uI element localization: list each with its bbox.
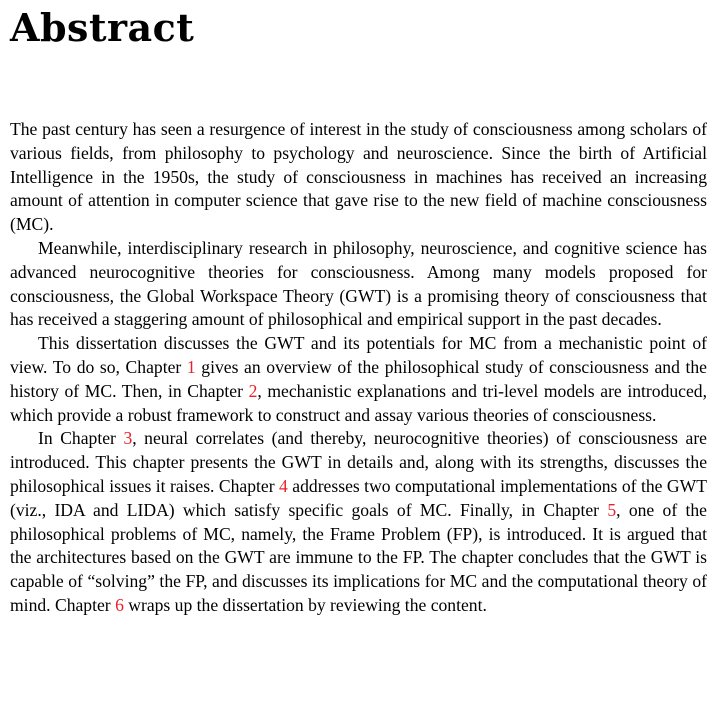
paragraph-1	[10, 118, 707, 237]
paragraph-4-text-a: In Chapter	[38, 428, 124, 449]
chapter-6-link[interactable]: 6	[115, 594, 124, 615]
paragraph-4-text-c: addresses two computational implementations of the GWT (viz., IDA and LIDA) which satisfy specific goals of MC. Finally, in Chapter	[10, 475, 707, 520]
paragraph-4	[10, 427, 707, 617]
paragraph-3-text-a: This dissertation discusses the GWT and its potentials for MC from a mechanistic point of view. To do so, Chapter	[10, 333, 707, 377]
paragraph-4-text-b: , neural correlates (and thereby, neurocognitive theories) of consciousness are introduced. This chapter presents the GWT in details and, along with its strengths, discusses the philosophical issues it raises. Chapter	[10, 428, 707, 496]
paragraph-4-text-e: wraps up the dissertation by reviewing the content.	[123, 594, 487, 615]
paragraph-4-text-d: , one of the philosophical problems of MC, namely, the Frame Problem (FP), is introduced. It is argued that the architectures based on the GWT are immune to the FP. The chapter concludes that the GWT is capable of “solving” the FP, and discusses its implications for MC and the computational theory of mind. Chapter	[10, 499, 707, 615]
chapter-5-link[interactable]: 5	[607, 499, 617, 520]
paragraph-3-text-b: gives an overview of the philosophical study of consciousness and the history of MC. Then, in Chapter	[10, 356, 707, 401]
document-page	[10, 0, 707, 615]
paragraph-2-text: Meanwhile, interdisciplinary research in philosophy, neuroscience, and cognitive science has advanced neurocognitive theories for consciousness. Among many models proposed for consciousness, the Global Workspace Theory (GWT) is a promising theory of consciousness that has received a staggering amount of philosophical and empirical support in the past decades.	[10, 237, 707, 330]
paragraph-3-text-c: , mechanistic explanations and tri-level models are introduced, which provide a robust framework to construct and assay various theories of consciousness.	[10, 380, 707, 425]
chapter-1-link[interactable]: 1	[186, 356, 196, 377]
page-title: Abstract	[10, 5, 195, 50]
chapter-4-link[interactable]: 4	[279, 475, 288, 496]
paragraph-1-text: The past century has seen a resurgence of interest in the study of consciousness among scholars of various fields, from philosophy to psychology and neuroscience. Since the birth of Artificial Intelligence in the 1950s, the study of consciousness in machines has received an increasing amount of attention in computer science that gave rise to the new field of machine consciousness (MC).	[10, 119, 707, 235]
chapter-3-link[interactable]: 3	[123, 428, 133, 449]
abstract-body	[10, 118, 707, 618]
paragraph-3	[10, 332, 707, 427]
paragraph-2	[10, 237, 707, 332]
chapter-2-link[interactable]: 2	[248, 380, 258, 401]
